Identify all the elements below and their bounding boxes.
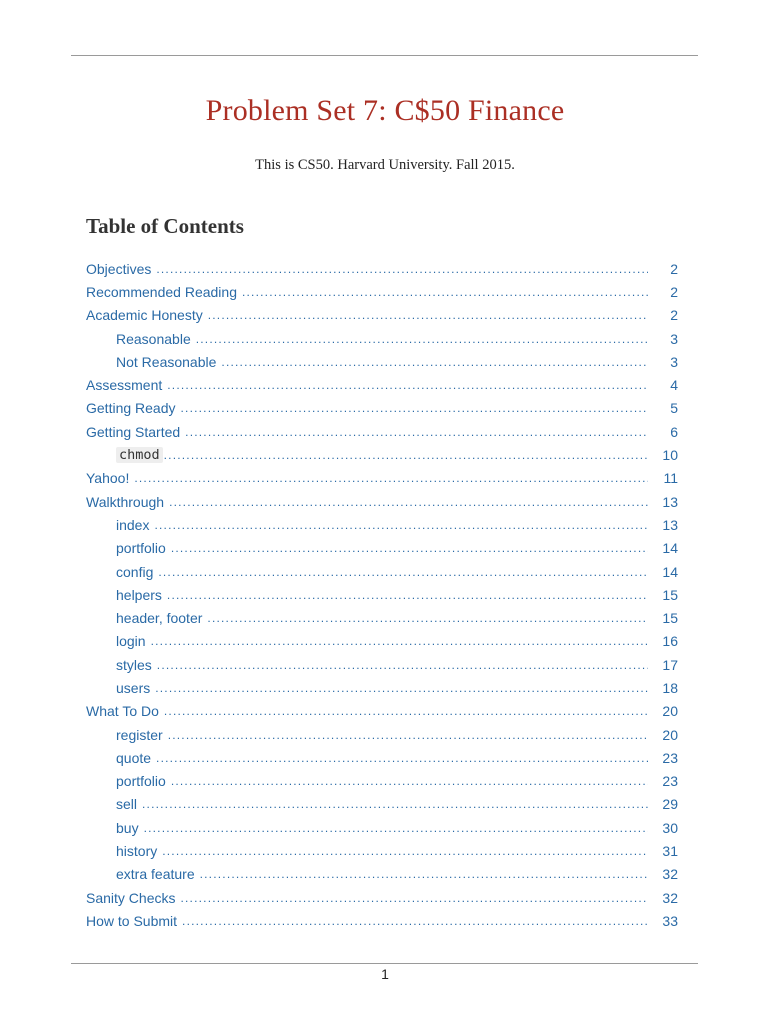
toc-entry[interactable] xyxy=(0,257,678,280)
toc-entry[interactable] xyxy=(0,816,678,839)
toc-entry-page: 5 xyxy=(670,400,678,417)
toc-entry-page: 3 xyxy=(670,353,678,370)
toc-entry-label: chmod xyxy=(116,447,163,463)
toc-entry[interactable] xyxy=(0,443,678,466)
toc-entry-page: 32 xyxy=(662,866,678,883)
toc-entry-label: Getting Started xyxy=(86,423,181,440)
toc-dot-leader xyxy=(164,704,648,718)
toc-entry[interactable] xyxy=(0,839,678,862)
toc-entry-label: config xyxy=(116,563,154,580)
toc-dot-leader xyxy=(208,308,648,322)
toc-entry-label: How to Submit xyxy=(86,912,178,929)
toc-dot-leader xyxy=(169,495,648,509)
toc-entry-label: quote xyxy=(116,749,152,766)
toc-entry-label: Not Reasonable xyxy=(116,353,217,370)
toc-dot-leader xyxy=(156,262,648,276)
toc-entry[interactable] xyxy=(0,280,678,303)
toc-dot-leader xyxy=(182,914,648,928)
toc-entry-page: 20 xyxy=(662,726,678,743)
toc-entry[interactable] xyxy=(0,513,678,536)
toc-dot-leader xyxy=(171,774,648,788)
toc-entry[interactable] xyxy=(0,886,678,909)
toc-entry-label: Academic Honesty xyxy=(86,307,203,324)
toc-entry-label: What To Do xyxy=(86,703,159,720)
page-title: Problem Set 7: C$50 Finance xyxy=(205,94,565,127)
toc-entry[interactable] xyxy=(0,653,678,676)
toc-entry-page: 2 xyxy=(670,260,678,277)
toc-dot-leader xyxy=(151,634,648,648)
toc-dot-leader xyxy=(164,448,648,462)
toc-dot-leader xyxy=(200,867,648,881)
toc-entry-label: login xyxy=(116,633,146,650)
toc-entry[interactable] xyxy=(0,606,678,629)
footer-rule xyxy=(71,963,698,964)
toc-entry[interactable] xyxy=(0,746,678,769)
toc-dot-leader xyxy=(158,565,648,579)
toc-entry[interactable] xyxy=(0,676,678,699)
toc-entry[interactable] xyxy=(0,373,678,396)
toc-dot-leader xyxy=(180,891,648,905)
toc-entry-label: Assessment xyxy=(86,377,163,394)
toc-dot-leader xyxy=(171,541,648,555)
toc-entry-label: index xyxy=(116,516,150,533)
toc-entry[interactable] xyxy=(0,537,678,560)
toc-dot-leader xyxy=(144,821,648,835)
toc-dot-leader xyxy=(221,355,648,369)
toc-dot-leader xyxy=(155,681,648,695)
toc-dot-leader xyxy=(185,425,648,439)
toc-dot-leader xyxy=(134,471,648,485)
toc-entry-page: 2 xyxy=(670,307,678,324)
toc-entry-label: Reasonable xyxy=(116,330,191,347)
toc-entry[interactable] xyxy=(0,723,678,746)
toc-entry-page: 13 xyxy=(662,516,678,533)
toc-entry-label: buy xyxy=(116,819,139,836)
toc-entry-page: 17 xyxy=(662,656,678,673)
toc-entry-page: 32 xyxy=(662,889,678,906)
toc-entry-page: 13 xyxy=(662,493,678,510)
toc-entry-label: Recommended Reading xyxy=(86,283,237,300)
toc-entry-page: 15 xyxy=(662,586,678,603)
toc-entry[interactable] xyxy=(0,350,678,373)
toc-entry[interactable] xyxy=(0,909,678,932)
toc-entry-label: helpers xyxy=(116,586,162,603)
toc-entry-page: 6 xyxy=(670,423,678,440)
header-rule xyxy=(71,55,698,56)
toc-entry[interactable] xyxy=(0,630,678,653)
toc-entry-label: Sanity Checks xyxy=(86,889,176,906)
toc-dot-leader xyxy=(207,611,648,625)
toc-heading: Table of Contents xyxy=(86,214,244,238)
toc-entry[interactable] xyxy=(0,793,678,816)
toc-entry-page: 23 xyxy=(662,773,678,790)
toc-dot-leader xyxy=(181,401,649,415)
toc-dot-leader xyxy=(167,588,648,602)
toc-entry-page: 31 xyxy=(662,843,678,860)
toc-entry[interactable] xyxy=(0,490,678,513)
toc-entry-label: Walkthrough xyxy=(86,493,165,510)
toc-entry-page: 14 xyxy=(662,540,678,557)
toc-entry-label: header, footer xyxy=(116,610,203,627)
toc-entry-page: 2 xyxy=(670,283,678,300)
toc-entry[interactable] xyxy=(0,420,678,443)
toc-entry-page: 29 xyxy=(662,796,678,813)
toc-entry-page: 20 xyxy=(662,703,678,720)
toc-dot-leader xyxy=(196,332,648,346)
toc-entry[interactable] xyxy=(0,560,678,583)
toc-entry-page: 15 xyxy=(662,610,678,627)
toc-entry[interactable] xyxy=(0,700,678,723)
toc-entry-label: extra feature xyxy=(116,866,195,883)
toc-entry[interactable] xyxy=(0,304,678,327)
page-number: 1 xyxy=(381,966,389,982)
toc-entry-page: 10 xyxy=(662,447,678,464)
toc-entry[interactable] xyxy=(0,863,678,886)
table-of-contents xyxy=(0,257,770,933)
toc-entry-label: history xyxy=(116,843,158,860)
toc-entry-label: styles xyxy=(116,656,152,673)
toc-entry[interactable] xyxy=(0,327,678,350)
toc-dot-leader xyxy=(242,285,648,299)
toc-entry-page: 33 xyxy=(662,912,678,929)
toc-entry-label: sell xyxy=(116,796,138,813)
toc-dot-leader xyxy=(168,728,648,742)
toc-entry-label: Yahoo! xyxy=(86,470,130,487)
toc-entry-page: 23 xyxy=(662,749,678,766)
toc-entry-page: 11 xyxy=(663,470,678,487)
toc-entry-page: 14 xyxy=(662,563,678,580)
toc-entry-label: Objectives xyxy=(86,260,152,277)
toc-dot-leader xyxy=(162,844,648,858)
toc-entry[interactable] xyxy=(0,770,678,793)
toc-entry-label: users xyxy=(116,679,151,696)
toc-entry-page: 30 xyxy=(662,819,678,836)
toc-entry-page: 3 xyxy=(670,330,678,347)
page-subtitle: This is CS50. Harvard University. Fall 2015. xyxy=(255,157,515,173)
toc-entry[interactable] xyxy=(0,467,678,490)
toc-entry-label: portfolio xyxy=(116,773,166,790)
toc-entry-page: 4 xyxy=(670,377,678,394)
toc-dot-leader xyxy=(167,378,648,392)
toc-dot-leader xyxy=(154,518,648,532)
toc-entry[interactable] xyxy=(0,583,678,606)
toc-entry-label: register xyxy=(116,726,163,743)
toc-dot-leader xyxy=(157,658,648,672)
toc-dot-leader xyxy=(142,797,648,811)
toc-entry[interactable] xyxy=(0,397,678,420)
toc-entry-label: Getting Ready xyxy=(86,400,176,417)
toc-entry-page: 18 xyxy=(662,679,678,696)
toc-dot-leader xyxy=(156,751,648,765)
toc-entry-label: portfolio xyxy=(116,540,166,557)
toc-entry-page: 16 xyxy=(662,633,678,650)
